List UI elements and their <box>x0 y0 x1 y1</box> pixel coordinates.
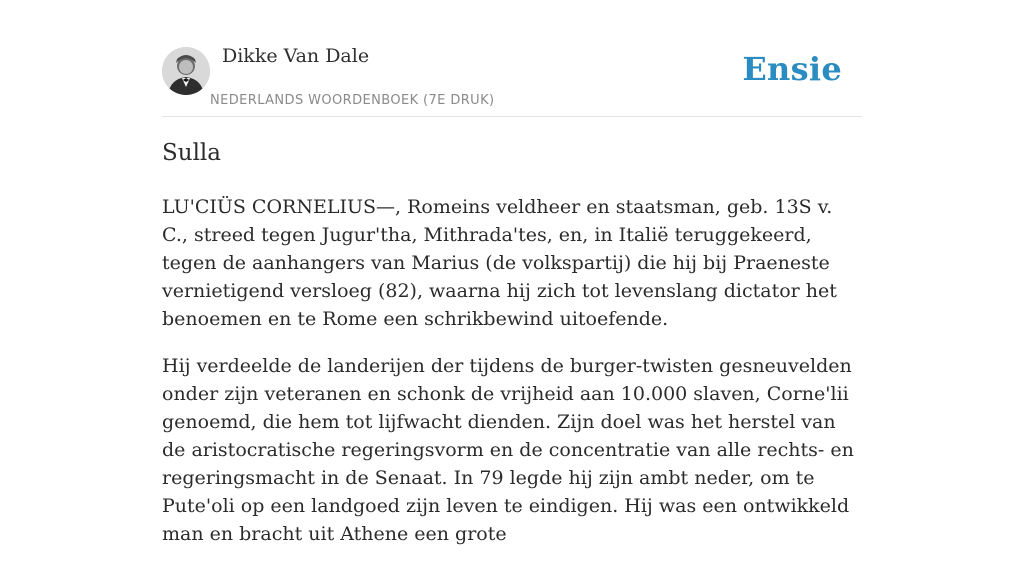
source-label[interactable]: NEDERLANDS WOORDENBOEK (7E DRUK) <box>210 93 495 108</box>
entry-body <box>162 193 864 567</box>
entry-title: Sulla <box>162 140 221 166</box>
portrait-avatar-icon[interactable] <box>162 47 210 95</box>
header <box>162 0 862 117</box>
brand-logo[interactable]: Ensie <box>742 50 842 88</box>
author-name[interactable]: Dikke Van Dale <box>222 45 370 67</box>
entry-paragraph: LU'CIÜS CORNELIUS—, Romeins veldheer en staatsman, geb. 13S v. C., streed tegen Jugur'tha, Mithrada'tes, en, in Italië teruggekeerd, tegen de aanhangers van Marius (de volkspartij) die hij bij Praeneste vernietigend versloeg (82), waarna hij zich tot levenslang dictator het benoemen en te Rome een schrikbewind uitoefende. <box>162 196 837 330</box>
entry-paragraph: Hij verdeelde de landerijen der tijdens de burger-twisten gesneuvelden onder zijn veteranen en schonk de vrijheid aan 10.000 slaven, Corne'lii genoemd, die hem tot lijfwacht dienden. Zijn doel was het herstel van de aristocratische regeringsvorm en de concentratie van alle rechts- en regeringsmacht in de Senaat. In 79 legde hij zijn ambt neder, om te Pute'oli op een landgoed zijn leven te eindigen. Hij was een ontwikkeld man en bracht uit Athene een grote <box>162 355 854 545</box>
page <box>162 0 862 545</box>
